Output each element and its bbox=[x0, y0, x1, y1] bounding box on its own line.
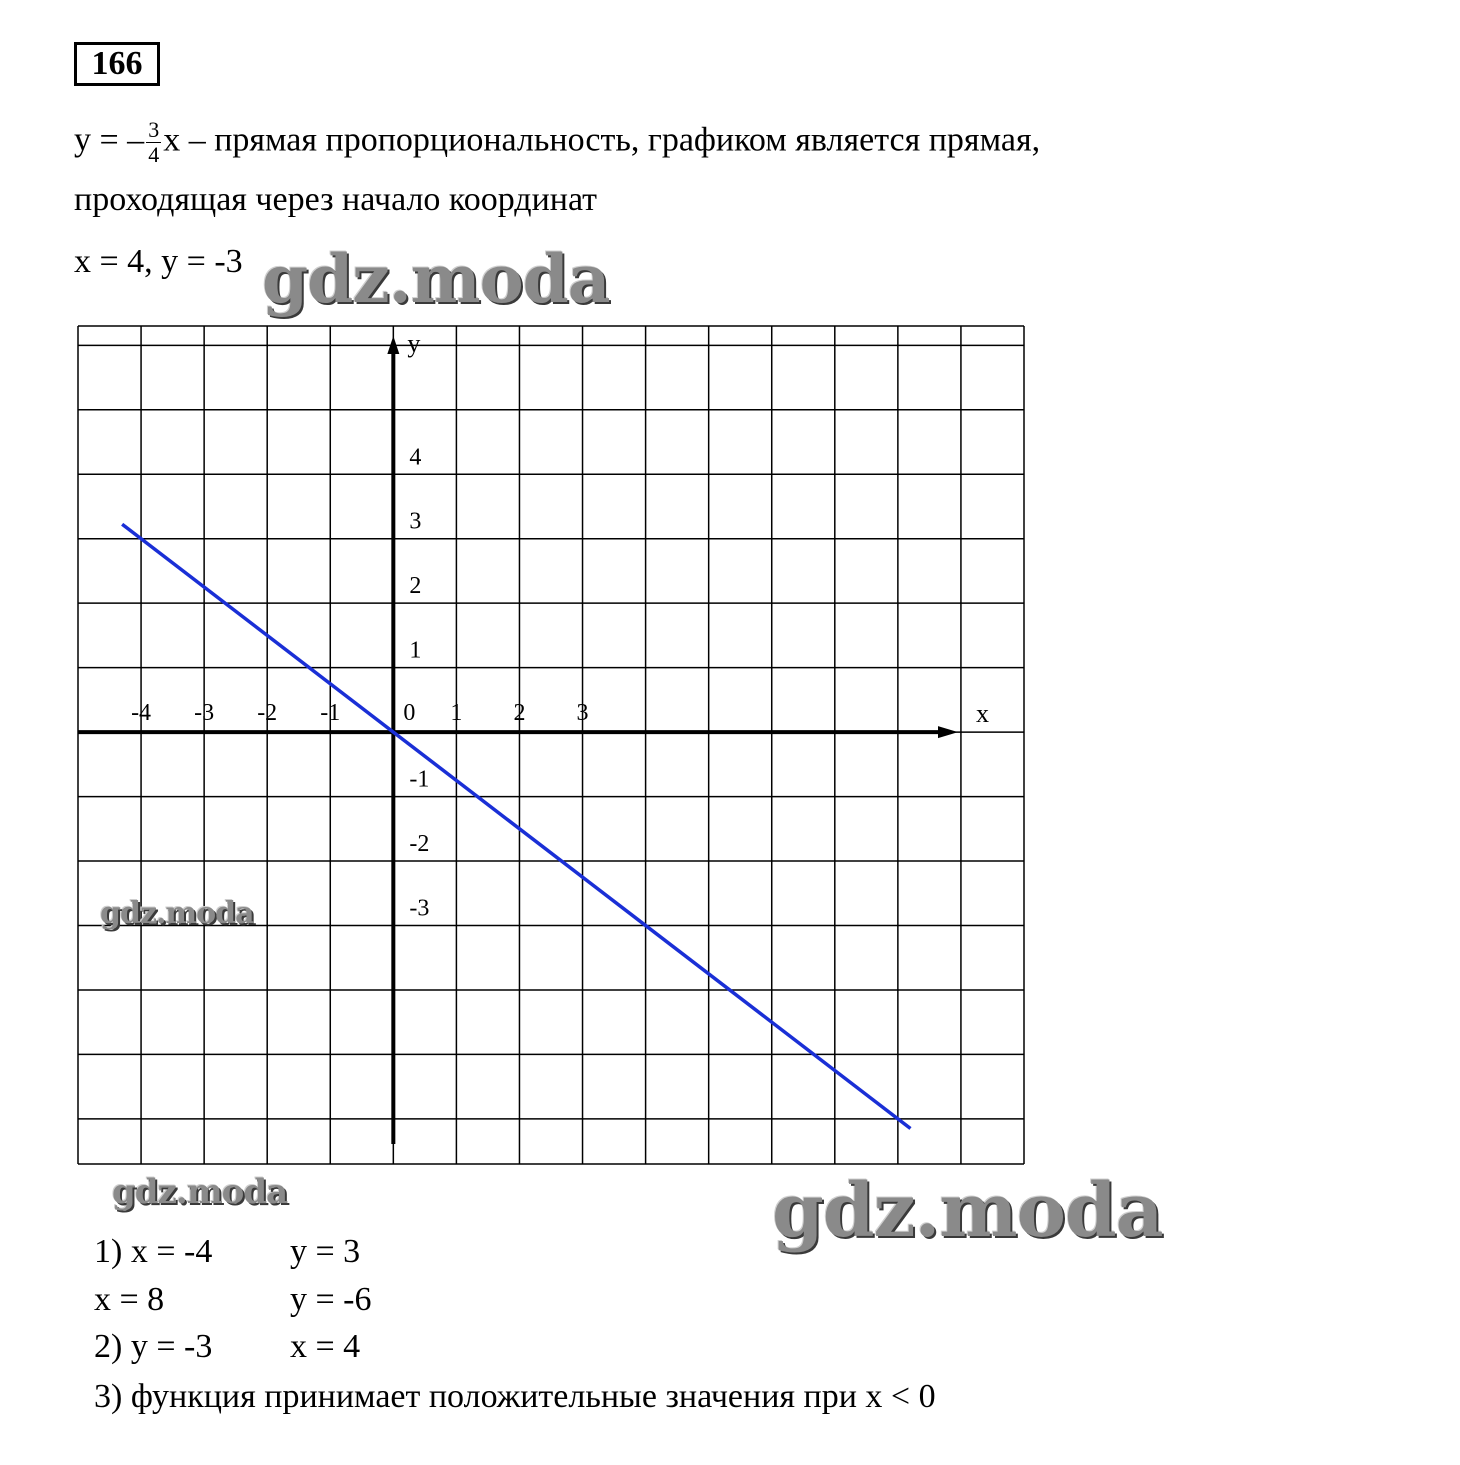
watermark-bottom-right: gdz.moda bbox=[772, 1168, 1163, 1254]
answer-3: 3) функция принимает положительные значения при x < 0 bbox=[94, 1378, 936, 1415]
x-tick-label: 2 bbox=[513, 700, 526, 727]
answer-2-x: x = 4 bbox=[290, 1328, 361, 1365]
y-tick-label: 3 bbox=[409, 508, 422, 535]
y-tick-label: 2 bbox=[409, 573, 422, 600]
x-axis-label: x bbox=[976, 699, 989, 729]
watermark-middle: gdz.moda bbox=[100, 896, 254, 931]
answer-1-y: y = 3 bbox=[290, 1233, 361, 1270]
fraction-denominator: 4 bbox=[148, 142, 160, 167]
description-line: проходящая через начало координат bbox=[74, 181, 598, 218]
y-tick-label: 4 bbox=[409, 444, 422, 471]
x-tick-label: 1 bbox=[450, 700, 463, 727]
formula-rhs: x – прямая пропорциональность, графиком является прямая, bbox=[163, 121, 1041, 159]
y-tick-label: -1 bbox=[409, 766, 430, 793]
x-tick-label: -4 bbox=[131, 700, 152, 727]
x-tick-label: 0 bbox=[403, 700, 416, 727]
function-line bbox=[122, 524, 910, 1128]
y-tick-label: 1 bbox=[409, 637, 422, 664]
y-tick-label: -3 bbox=[409, 895, 430, 922]
x-axis-arrow bbox=[938, 726, 958, 738]
x-tick-label: 3 bbox=[576, 700, 589, 727]
point-line: x = 4, y = -3 bbox=[74, 243, 243, 280]
fraction-numerator: 3 bbox=[148, 117, 160, 142]
answer-1b-y: y = -6 bbox=[290, 1281, 372, 1318]
x-tick-label: -2 bbox=[257, 700, 278, 727]
problem-number: 166 bbox=[74, 42, 160, 86]
answer-1-x: 1) x = -4 bbox=[94, 1233, 213, 1270]
watermark-bottom-left: gdz.moda bbox=[112, 1172, 288, 1212]
y-tick-label: -2 bbox=[409, 831, 430, 858]
x-tick-label: -1 bbox=[320, 700, 341, 727]
answer-2-y: 2) y = -3 bbox=[94, 1328, 213, 1365]
formula-lhs: y = – bbox=[74, 121, 145, 159]
watermark-top: gdz.moda bbox=[262, 240, 610, 318]
x-tick-label: -3 bbox=[194, 700, 215, 727]
answer-1b-x: x = 8 bbox=[94, 1281, 165, 1318]
y-axis-label: y bbox=[407, 329, 421, 358]
